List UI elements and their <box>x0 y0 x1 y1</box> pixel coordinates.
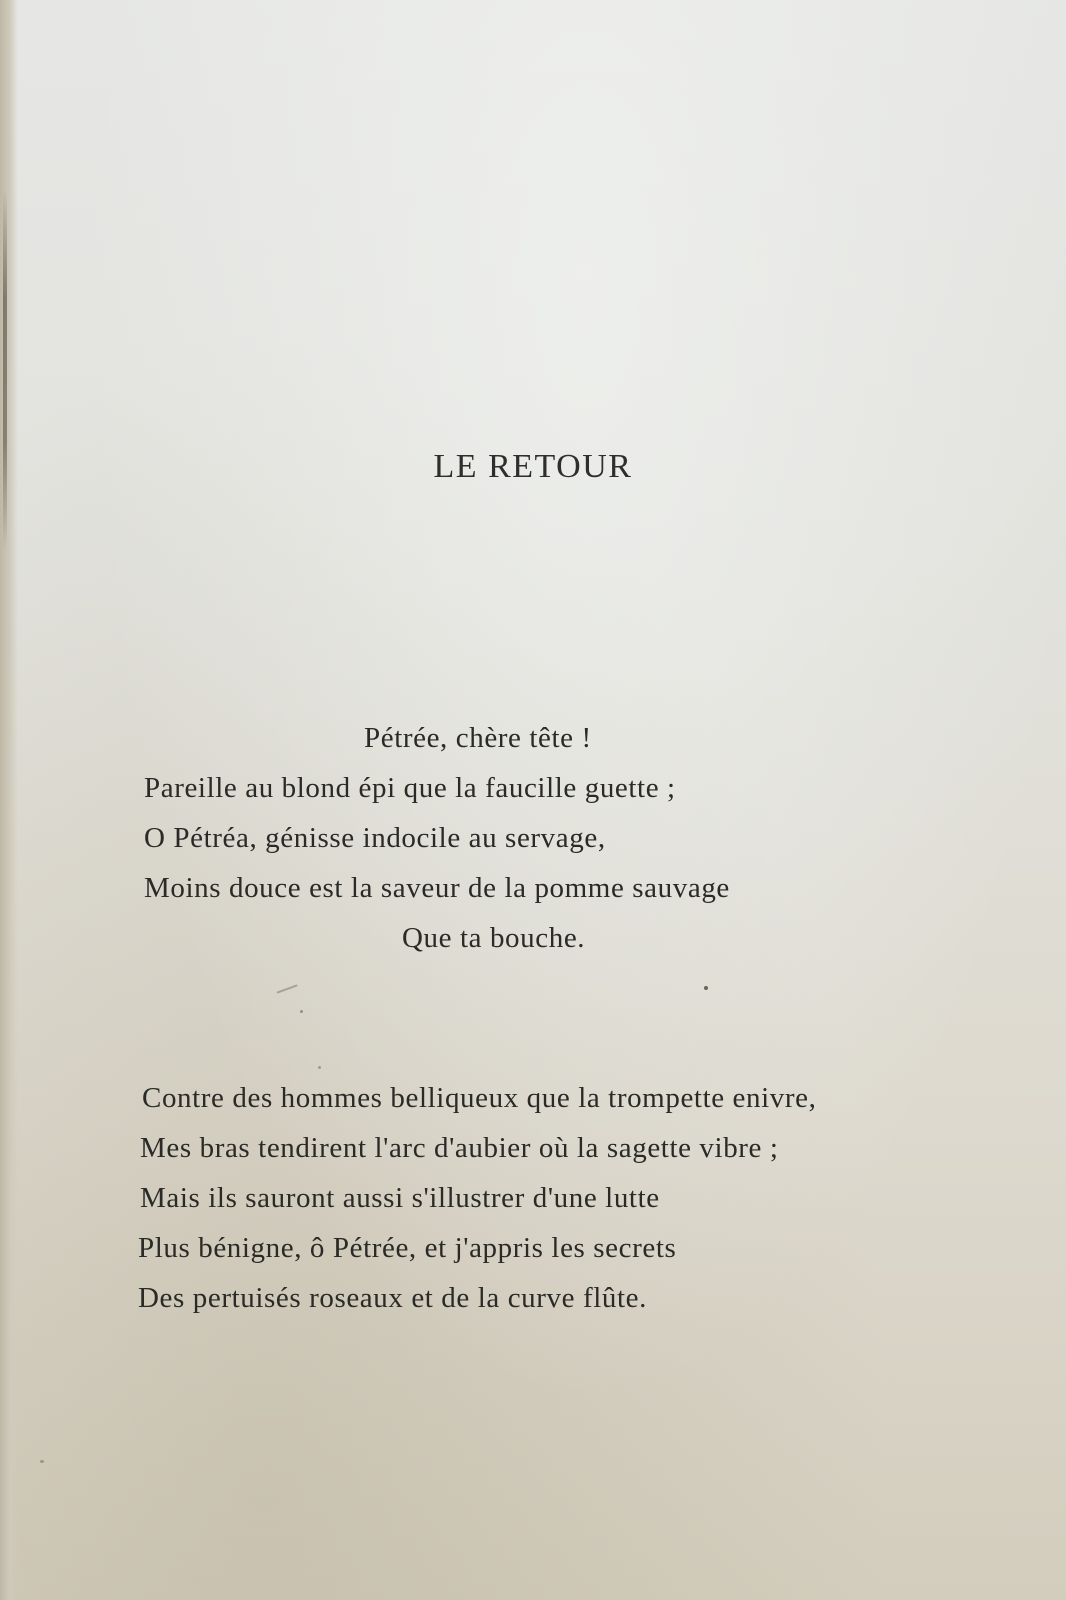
verse-line: Contre des hommes belliqueux que la trompette enivre, <box>142 1082 817 1114</box>
paper-speck <box>40 1460 44 1463</box>
paper-speck <box>704 986 708 990</box>
paper-speck <box>318 1066 321 1069</box>
poem-title: LE RETOUR <box>433 448 633 485</box>
paper-speck <box>300 1010 303 1013</box>
binding-shadow <box>3 190 7 550</box>
verse-line: Mais ils sauront aussi s'illustrer d'une lutte <box>140 1182 660 1214</box>
verse-line: Que ta bouche. <box>402 922 586 954</box>
verse-line: Moins douce est la saveur de la pomme sauvage <box>144 872 730 904</box>
page-gutter-edge <box>0 0 18 1600</box>
paper-scratch <box>276 984 297 993</box>
verse-line: Plus bénigne, ô Pétrée, et j'appris les secrets <box>138 1232 677 1264</box>
verse-line: Pétrée, chère tête ! <box>364 722 592 754</box>
verse-line: O Pétréa, génisse indocile au servage, <box>144 822 606 854</box>
verse-line: Mes bras tendirent l'arc d'aubier où la sagette vibre ; <box>140 1132 779 1164</box>
verse-line: Des pertuisés roseaux et de la curve flûte. <box>138 1282 647 1314</box>
verse-line: Pareille au blond épi que la faucille guette ; <box>144 772 676 804</box>
